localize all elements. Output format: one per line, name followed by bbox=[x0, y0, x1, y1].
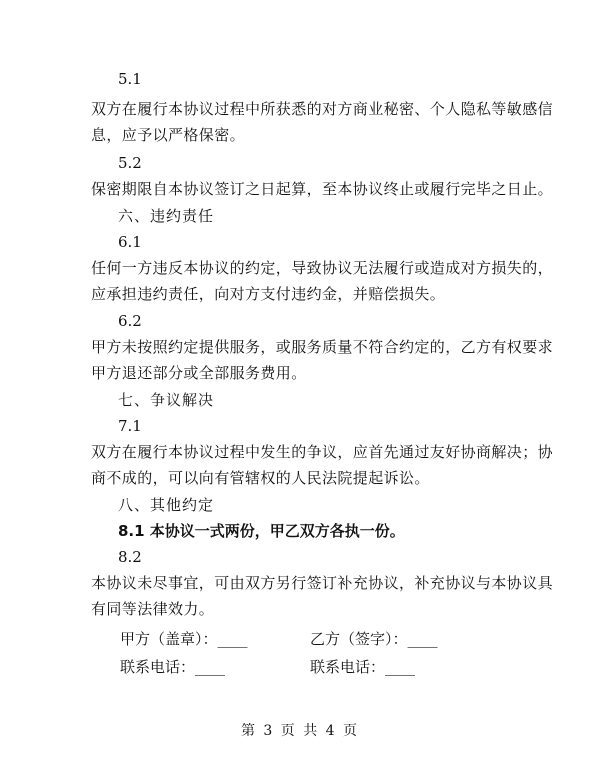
clause-5-1-text-line-2: 息，应予以严格保密。 bbox=[91, 126, 246, 144]
clause-8-2-text-line-1: 本协议未尽事宜，可由双方另行签订补充协议，补充协议与本协议具 bbox=[91, 574, 554, 592]
clause-8-2-text-line-2: 有同等法律效力。 bbox=[91, 600, 215, 618]
party-a-seal-line: 甲方（盖章）：____ bbox=[120, 630, 248, 648]
clause-6-1-text-line-2: 应承担违约责任，向对方支付违约金，并赔偿损失。 bbox=[91, 285, 446, 303]
clause-6-2-number: 6.2 bbox=[118, 312, 142, 330]
section-8-heading: 八、其他约定 bbox=[118, 496, 215, 514]
page-footer: 第 3 页 共 4 页 bbox=[240, 723, 360, 739]
clause-5-2-text-line-1: 保密期限自本协议签订之日起算，至本协议终止或履行完毕之日止。 bbox=[91, 180, 554, 198]
clause-6-1-number: 6.1 bbox=[118, 233, 142, 251]
clause-5-2-number: 5.2 bbox=[118, 154, 142, 172]
clause-6-2-text-line-1: 甲方未按照约定提供服务，或服务质量不符合约定的，乙方有权要求 bbox=[91, 338, 554, 356]
party-b-phone-line: 联系电话：____ bbox=[310, 658, 416, 676]
clause-8-1-text: 8.1 本协议一式两份，甲乙双方各执一份。 bbox=[118, 522, 405, 540]
clause-8-2-number: 8.2 bbox=[118, 548, 142, 566]
clause-6-1-text-line-1: 任何一方违反本协议的约定，导致协议无法履行或造成对方损失的， bbox=[91, 259, 554, 277]
party-a-phone-line: 联系电话：____ bbox=[120, 658, 226, 676]
party-b-signature-line: 乙方（签字）：____ bbox=[310, 630, 438, 648]
section-7-heading: 七、争议解决 bbox=[118, 391, 215, 409]
clause-5-1-number: 5.1 bbox=[118, 70, 142, 88]
section-6-heading: 六、违约责任 bbox=[118, 207, 215, 225]
clause-6-2-text-line-2: 甲方退还部分或全部服务费用。 bbox=[91, 364, 307, 382]
clause-7-1-text-line-2: 商不成的，可以向有管辖权的人民法院提起诉讼。 bbox=[91, 469, 430, 487]
clause-7-1-text-line-1: 双方在履行本协议过程中发生的争议，应首先通过友好协商解决；协 bbox=[91, 443, 554, 461]
clause-7-1-number: 7.1 bbox=[118, 417, 142, 435]
clause-5-1-text-line-1: 双方在履行本协议过程中所获悉的对方商业秘密、个人隐私等敏感信 bbox=[91, 100, 554, 118]
